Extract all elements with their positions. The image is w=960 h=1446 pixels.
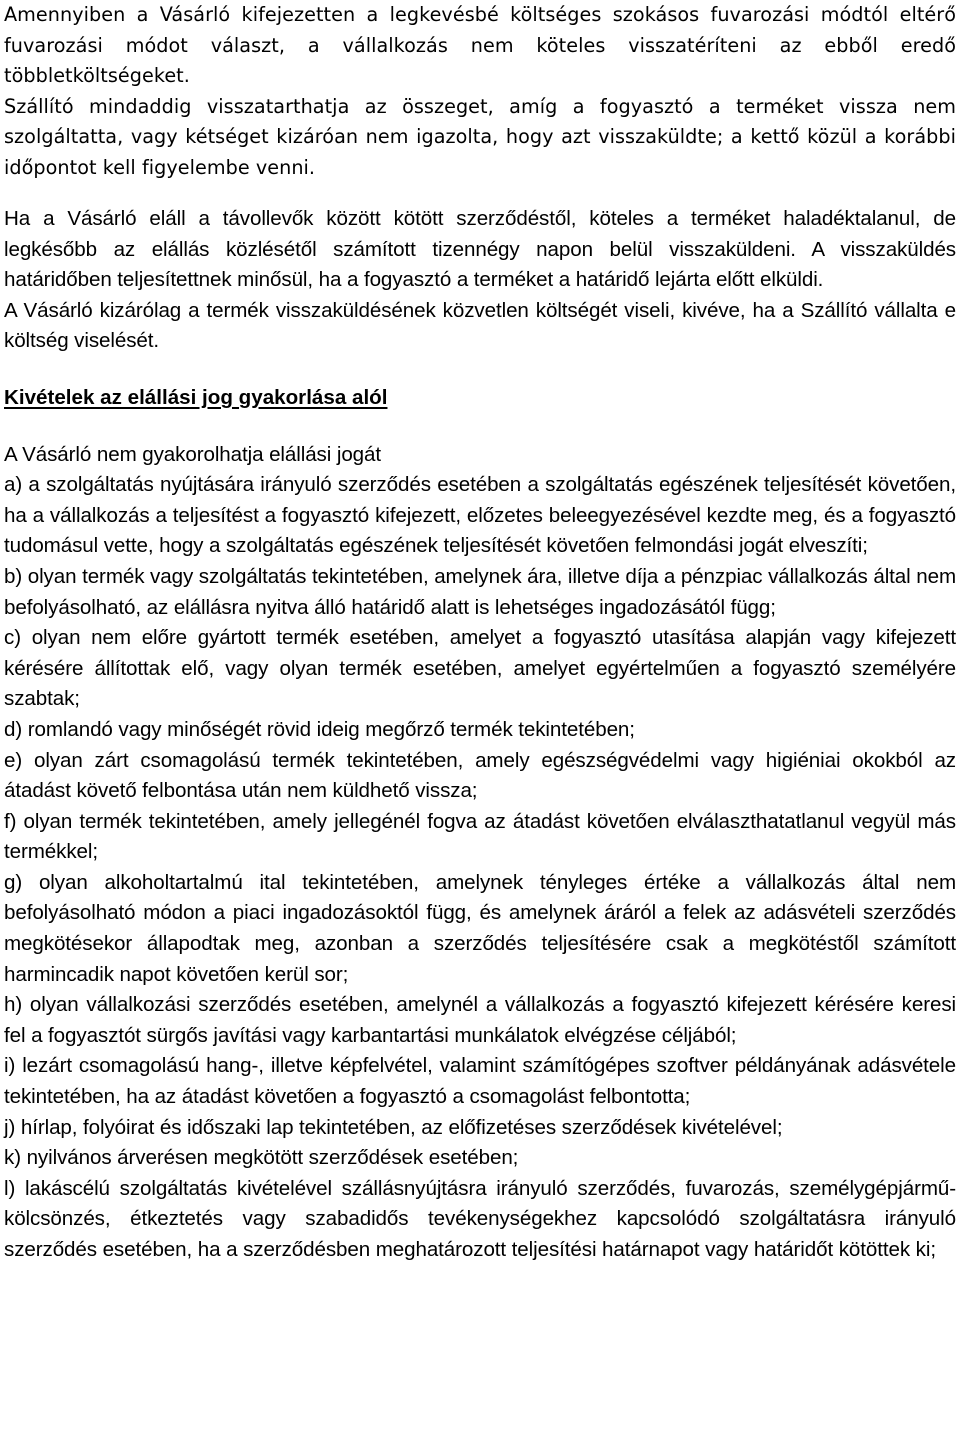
exception-item: f) olyan termék tekintetében, amely jellegénél fogva az átadást követően elválaszthatatlanul vegyül más termékkel; <box>4 809 956 864</box>
exception-item: i) lezárt csomagolású hang-, illetve képfelvétel, valamint számítógépes szoftver példányának adásvétele tekintetében, ha az átadást követően a fogyasztó a csomagolást felbontotta; <box>4 1054 956 1109</box>
exception-item: h) olyan vállalkozási szerződés esetében, amelynél a vállalkozás a fogyasztó kifejezett kérésére keresi fel a fogyasztót sürgős javítási vagy karbantartási munkálatok elvégzése céljából; <box>4 993 956 1047</box>
exceptions-section <box>4 440 956 1266</box>
exception-item: g) olyan alkoholtartalmú ital tekintetében, amelynek tényleges értéke a vállalkozás által nem befolyásolható módon a piaci ingadozásoktól függ, és amelynek áráról a felek az adásvételi szerződés megkötésekor állapodtak meg, azonban a szerződés teljesítésére csak a megkötéstől számított harmincadik napot követően kerül sor; <box>4 870 956 986</box>
exception-item: c) olyan nem előre gyártott termék esetében, amelyet a fogyasztó utasítása alapján vagy kifejezett kérésére állítottak elő, vagy olyan termék esetében, amelyet egyértelműen a fogyasztó személyére szabtak; <box>4 626 956 711</box>
exception-item: k) nyilvános árverésen megkötött szerződések esetében; <box>4 1146 519 1170</box>
exception-item: e) olyan zárt csomagolású termék tekintetében, amely egészségvédelmi vagy higiéniai okokból az átadást követő felbontása után nem küldhető vissza; <box>4 748 956 803</box>
exception-item: a) a szolgáltatás nyújtására irányuló szerződés esetében a szolgáltatás egészének teljesítését követően, ha a vállalkozás a teljesítést a fogyasztó kifejezett, előzetes beleegyezésével kezdte meg, és a fogyasztó tudomásul vette, hogy a szolgáltatás egészének teljesítését követően felmondási jogát elveszíti; <box>4 473 956 558</box>
paragraph-return-cost: A Vásárló kizárólag a termék visszaküldésének közvetlen költségét viseli, kivéve, ha a Szállító vállalta e költség viselését. <box>4 298 956 353</box>
middle-section <box>4 204 956 357</box>
exception-item: l) lakáscélú szolgáltatás kivételével szállásnyújtásra irányuló szerződés, fuvarozás, személygépjármű-kölcsönzés, étkeztetés vagy szabadidős tevékenységekhez kapcsolódó szolgáltatásra irányuló szerződés esetében, ha a szerződésben meghatározott teljesítési határnapot vagy határidőt kötöttek ki; <box>4 1176 956 1261</box>
document-page <box>4 0 956 1266</box>
exception-item: j) hírlap, folyóirat és időszaki lap tekintetében, az előfizetéses szerződések kivételével; <box>4 1115 783 1139</box>
exception-item: b) olyan termék vagy szolgáltatás tekintetében, amelynek ára, illetve díja a pénzpiac vállalkozás által nem befolyásolható, az elállásra nyitva álló határidő alatt is lehetséges ingadozásától függ; <box>4 564 956 619</box>
exceptions-intro: A Vásárló nem gyakorolhatja elállási jogát <box>4 442 382 466</box>
paragraph-shipping-cost: Amennyiben a Vásárló kifejezetten a legkevésbé költséges szokásos fuvarozási módtól eltérő fuvarozási módot választ, a vállalkozás nem köteles visszatéríteni az ebből eredő többletköltségeket. <box>4 3 956 87</box>
spacer <box>4 357 956 383</box>
paragraph-withholding: Szállító mindaddig visszatarthatja az összeget, amíg a fogyasztó a terméket vissza nem szolgáltatta, vagy kétséget kizáróan nem igazolta, hogy azt visszaküldte; a kettő közül a korábbi időpontot kell figyelembe venni. <box>4 94 956 179</box>
paragraph-return-deadline: Ha a Vásárló eláll a távollevők között kötött szerződéstől, köteles a terméket haladéktalanul, de legkésőbb az elállás közlésétől számított tizennégy napon belül visszaküldeni. A visszaküldés határidőben teljesítettnek minősül, ha a fogyasztó a terméket a határidő lejárta előtt elküldi. <box>4 207 956 292</box>
top-section <box>4 0 956 183</box>
spacer <box>4 183 956 204</box>
section-heading: Kivételek az elállási jog gyakorlása alól <box>4 385 388 409</box>
exception-item: d) romlandó vagy minőségét rövid ideig megőrző termék tekintetében; <box>4 717 635 741</box>
spacer <box>4 414 956 440</box>
